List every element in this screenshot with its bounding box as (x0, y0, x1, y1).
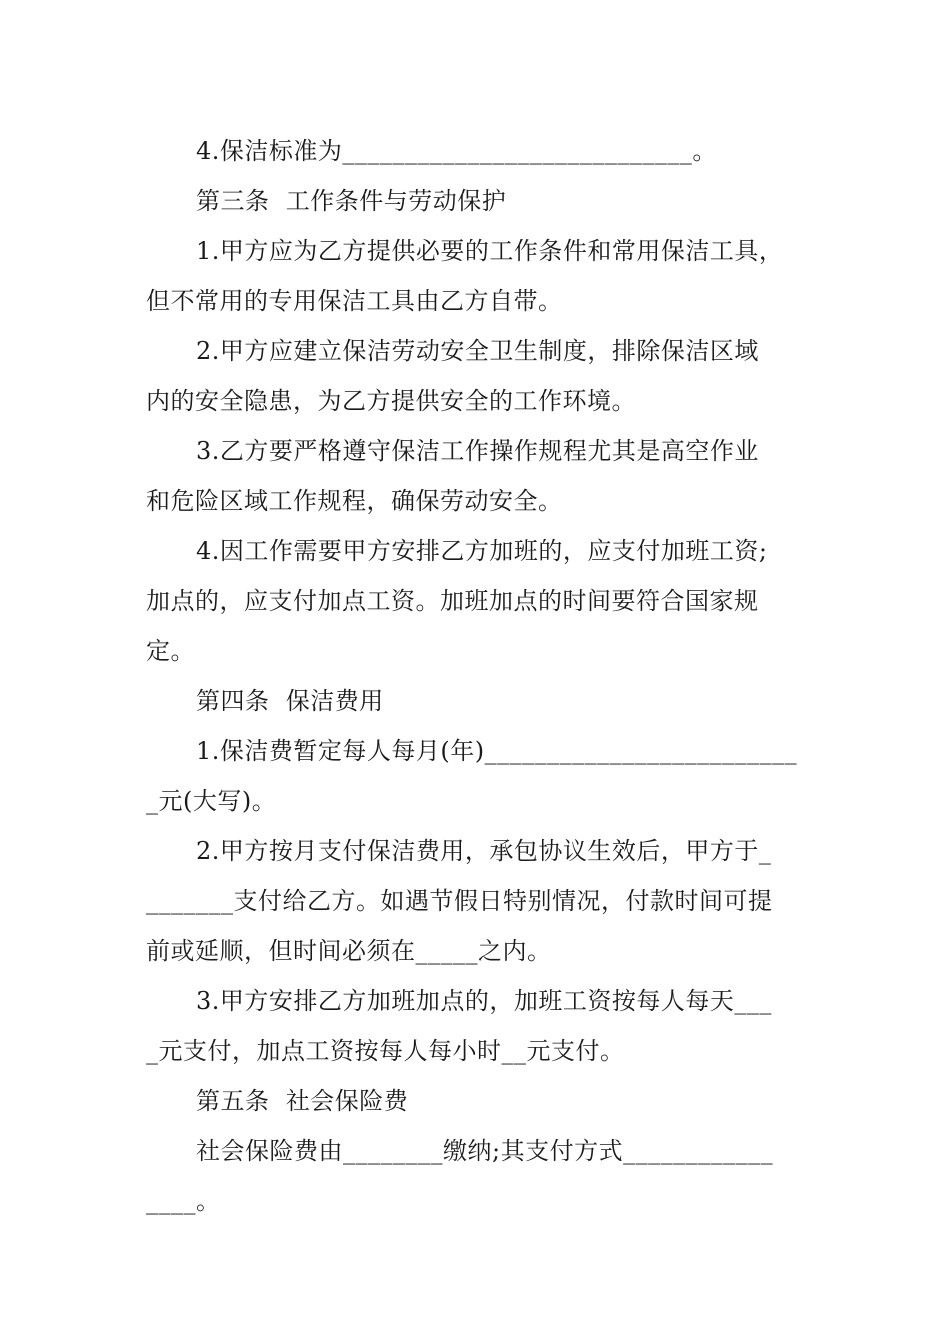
clause-continuation: _元(大写)。 (146, 787, 277, 815)
clause-item: 2.甲方应建立保洁劳动安全卫生制度，排除保洁区域 (196, 337, 759, 365)
clause-continuation: _元支付，加点工资按每人每小时__元支付。 (146, 1037, 625, 1065)
clause-continuation: 前或延顺，但时间必须在_____之内。 (146, 937, 552, 965)
clause-item: 3.甲方安排乙方加班加点的，加班工资按每人每天___ (196, 987, 772, 1015)
clause-continuation: _______支付给乙方。如遇节假日特别情况，付款时间可提 (146, 887, 773, 915)
clause-continuation: 加点的，应支付加点工资。加班加点的时间要符合国家规 (146, 587, 759, 615)
clause-continuation: 定。 (146, 637, 195, 665)
article-heading: 第五条 社会保险费 (196, 1087, 409, 1115)
clause-item: 3.乙方要严格遵守保洁工作操作规程尤其是高空作业 (196, 437, 759, 465)
clause-continuation: 但不常用的专用保洁工具由乙方自带。 (146, 287, 563, 315)
clause-item: 1.甲方应为乙方提供必要的工作条件和常用保洁工具， (196, 237, 784, 265)
clause-item: 4.因工作需要甲方安排乙方加班的，应支付加班工资; (196, 537, 768, 565)
article-heading: 第四条 保洁费用 (196, 687, 384, 715)
clause-item: 4.保洁标准为____________________________。 (196, 137, 717, 165)
clause-continuation: 内的安全隐患，为乙方提供安全的工作环境。 (146, 387, 636, 415)
document-page (146, 126, 826, 1226)
clause-item: 1.保洁费暂定每人每月(年)_________________________ (196, 737, 798, 765)
clause-continuation: 和危险区域工作规程，确保劳动安全。 (146, 487, 563, 515)
clause-item: 2.甲方按月支付保洁费用，承包协议生效后，甲方于_ (196, 837, 772, 865)
clause-continuation: ____。 (146, 1187, 221, 1215)
article-heading: 第三条 工作条件与劳动保护 (196, 187, 507, 215)
clause-item: 社会保险费由________缴纳;其支付方式____________ (196, 1137, 774, 1165)
